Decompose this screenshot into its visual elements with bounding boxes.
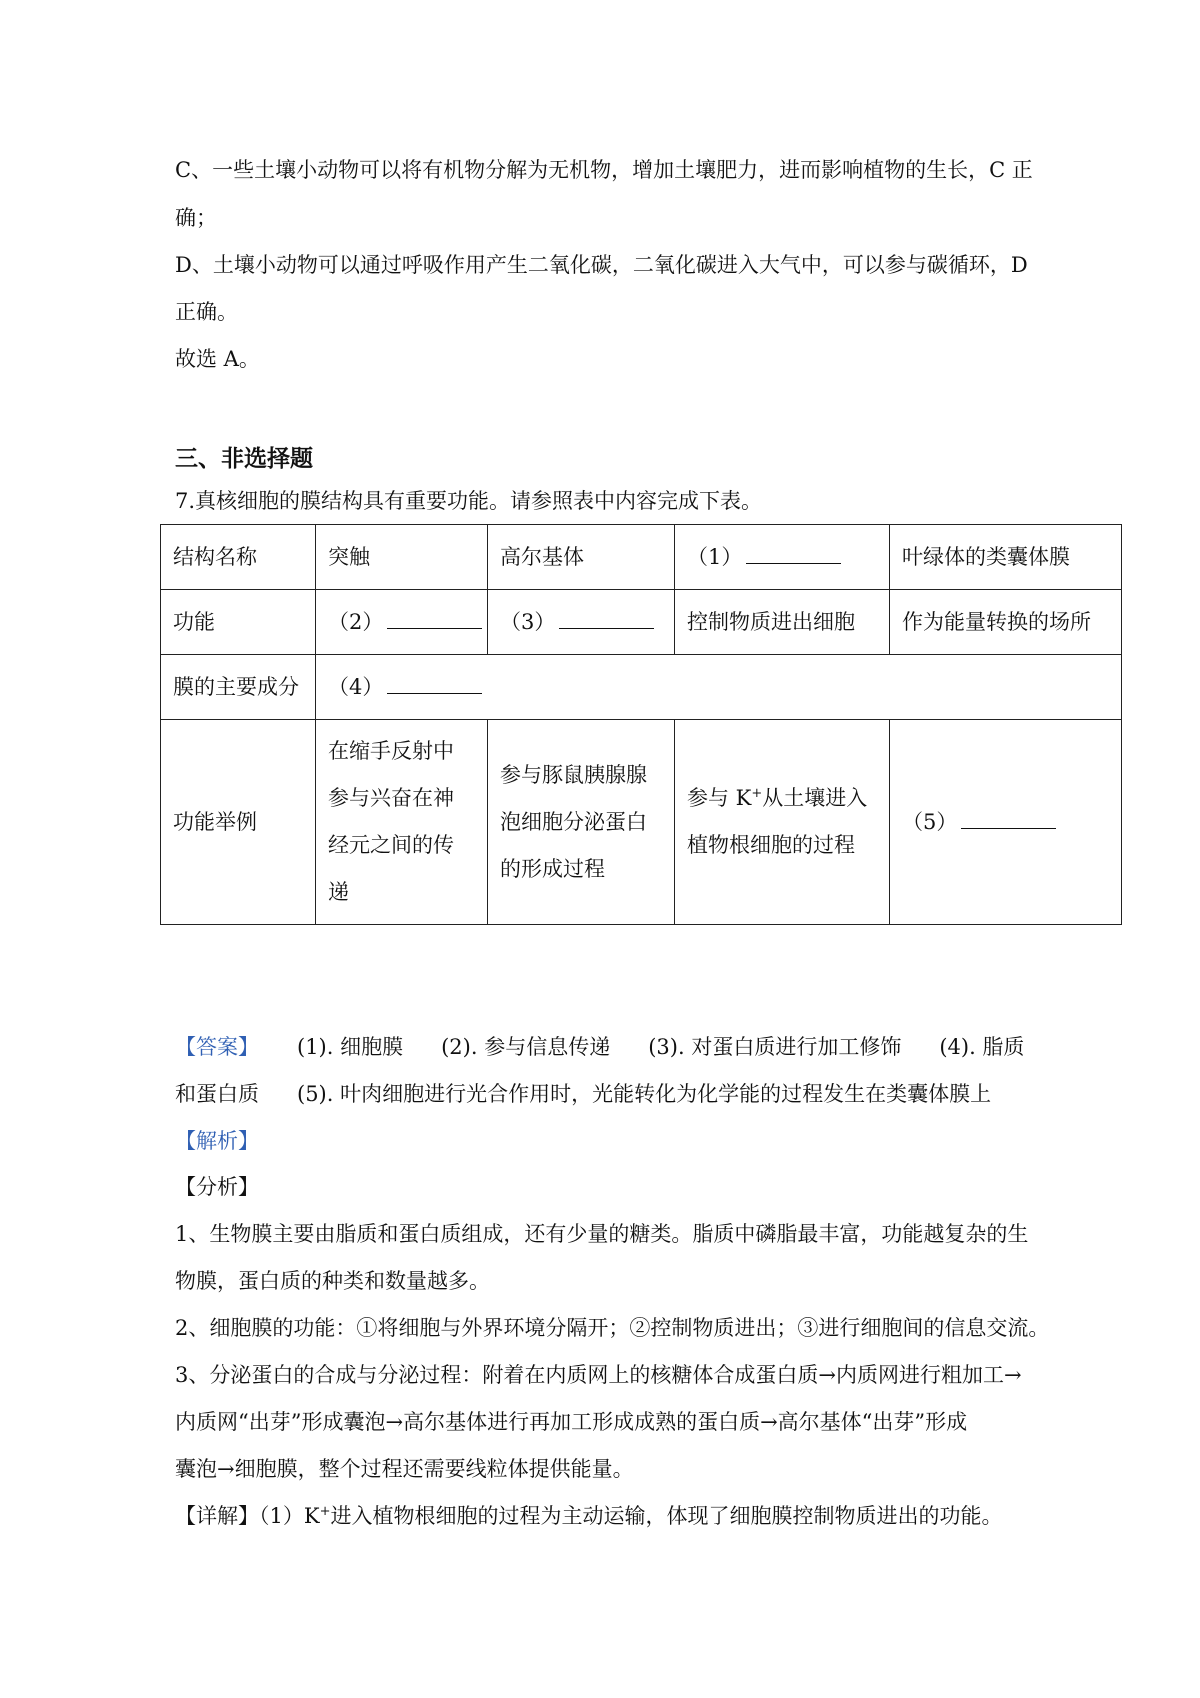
answer-item: (4). 脂质 bbox=[939, 1035, 1025, 1059]
answer-tag: 【答案】 bbox=[175, 1035, 259, 1059]
table-cell bbox=[675, 525, 890, 590]
cell-line: 经元之间的传 bbox=[328, 833, 454, 857]
text-line: C、一些土壤小动物可以将有机物分解为无机物，增加土壤肥力，进而影响植物的生长，C 正 bbox=[175, 158, 1033, 182]
table-cell: 功能 bbox=[161, 590, 316, 655]
cell-line: 泡细胞分泌蛋白 bbox=[500, 809, 647, 834]
cell-line: 的形成过程 bbox=[500, 856, 605, 881]
text-line: 1、生物膜主要由脂质和蛋白质组成，还有少量的糖类。脂质中磷脂最丰富，功能越复杂的生 bbox=[175, 1222, 1029, 1246]
cell-text: 参与 K bbox=[687, 786, 752, 810]
table-row bbox=[161, 525, 1122, 590]
detail-tag: 【详解】 bbox=[175, 1504, 259, 1528]
text-line: 确； bbox=[175, 206, 217, 230]
table-cell bbox=[488, 590, 675, 655]
blank-label: （2） bbox=[328, 609, 384, 634]
table-cell: 作为能量转换的场所 bbox=[890, 590, 1122, 655]
table-row bbox=[161, 590, 1122, 655]
cell-line: 递 bbox=[328, 880, 349, 904]
membrane-table bbox=[160, 524, 1122, 925]
text-line: 2、细胞膜的功能：①将细胞与外界环境分隔开；②控制物质进出；③进行细胞间的信息交流。 bbox=[175, 1316, 1050, 1340]
table-cell: 控制物质进出细胞 bbox=[675, 590, 890, 655]
table-cell bbox=[675, 720, 890, 925]
detail-text: （1）K bbox=[259, 1504, 320, 1528]
answer-line-2 bbox=[175, 1079, 991, 1109]
answer-blank bbox=[961, 808, 1056, 829]
text-line: 故选 A。 bbox=[175, 347, 260, 371]
answer-item: (3). 对蛋白质进行加工修饰 bbox=[648, 1035, 902, 1059]
superscript: + bbox=[751, 786, 763, 801]
blank-label: （4） bbox=[328, 674, 384, 699]
answer-blank bbox=[387, 608, 482, 629]
answer-item: (2). 参与信息传递 bbox=[441, 1035, 611, 1059]
blank-label: （1） bbox=[687, 544, 743, 569]
table-cell bbox=[316, 720, 488, 925]
text-line: 囊泡→细胞膜，整个过程还需要线粒体提供能量。 bbox=[175, 1457, 634, 1481]
table-cell: 叶绿体的类囊体膜 bbox=[890, 525, 1122, 590]
table-cell: 突触 bbox=[316, 525, 488, 590]
blank-label: （5） bbox=[902, 809, 958, 834]
answer-blank bbox=[746, 543, 841, 564]
analysis-tag: 【解析】 bbox=[175, 1129, 259, 1153]
text-line: D、土壤小动物可以通过呼吸作用产生二氧化碳，二氧化碳进入大气中，可以参与碳循环，D bbox=[175, 253, 1028, 277]
answer-item: (5). 叶肉细胞进行光合作用时，光能转化为化学能的过程发生在类囊体膜上 bbox=[297, 1082, 992, 1106]
text-line: 内质网“出芽”形成囊泡→高尔基体进行再加工形成成熟的蛋白质→高尔基体“出芽”形成 bbox=[175, 1410, 968, 1434]
cell-line bbox=[687, 775, 877, 822]
answer-item: (1). 细胞膜 bbox=[297, 1035, 404, 1059]
cell-line: 参与豚鼠胰腺腺 bbox=[500, 762, 647, 787]
answer-item: 和蛋白质 bbox=[175, 1082, 259, 1106]
detail-line bbox=[175, 1501, 1002, 1531]
cell-text: 从土壤进入 bbox=[762, 786, 868, 810]
table-cell bbox=[316, 590, 488, 655]
table-cell bbox=[316, 655, 1122, 720]
table-cell: 功能举例 bbox=[161, 720, 316, 925]
blank-label: （3） bbox=[500, 609, 556, 634]
table-row bbox=[161, 720, 1122, 925]
cell-line: 在缩手反射中 bbox=[328, 739, 454, 763]
table-cell: 结构名称 bbox=[161, 525, 316, 590]
answer-line-1 bbox=[175, 1032, 1024, 1062]
detail-text: 进入植物根细胞的过程为主动运输，体现了细胞膜控制物质进出的功能。 bbox=[330, 1504, 1003, 1528]
section-heading: 三、非选择题 bbox=[175, 446, 313, 472]
table-cell: 膜的主要成分 bbox=[161, 655, 316, 720]
answer-blank bbox=[387, 673, 482, 694]
cell-line: 参与兴奋在神 bbox=[328, 786, 454, 810]
answer-blank bbox=[559, 608, 654, 629]
table-row bbox=[161, 655, 1122, 720]
table-cell bbox=[890, 720, 1122, 925]
cell-line: 植物根细胞的过程 bbox=[687, 833, 855, 857]
text-line: 物膜，蛋白质的种类和数量越多。 bbox=[175, 1269, 490, 1293]
table-cell bbox=[488, 720, 675, 925]
text-line: 正确。 bbox=[175, 300, 238, 324]
table-cell: 高尔基体 bbox=[488, 525, 675, 590]
question-text: 7.真核细胞的膜结构具有重要功能。请参照表中内容完成下表。 bbox=[175, 489, 763, 513]
text-line: 3、分泌蛋白的合成与分泌过程：附着在内质网上的核糖体合成蛋白质→内质网进行粗加工→ bbox=[175, 1363, 1022, 1387]
fenxi-tag: 【分析】 bbox=[175, 1175, 259, 1199]
superscript: + bbox=[319, 1504, 331, 1519]
